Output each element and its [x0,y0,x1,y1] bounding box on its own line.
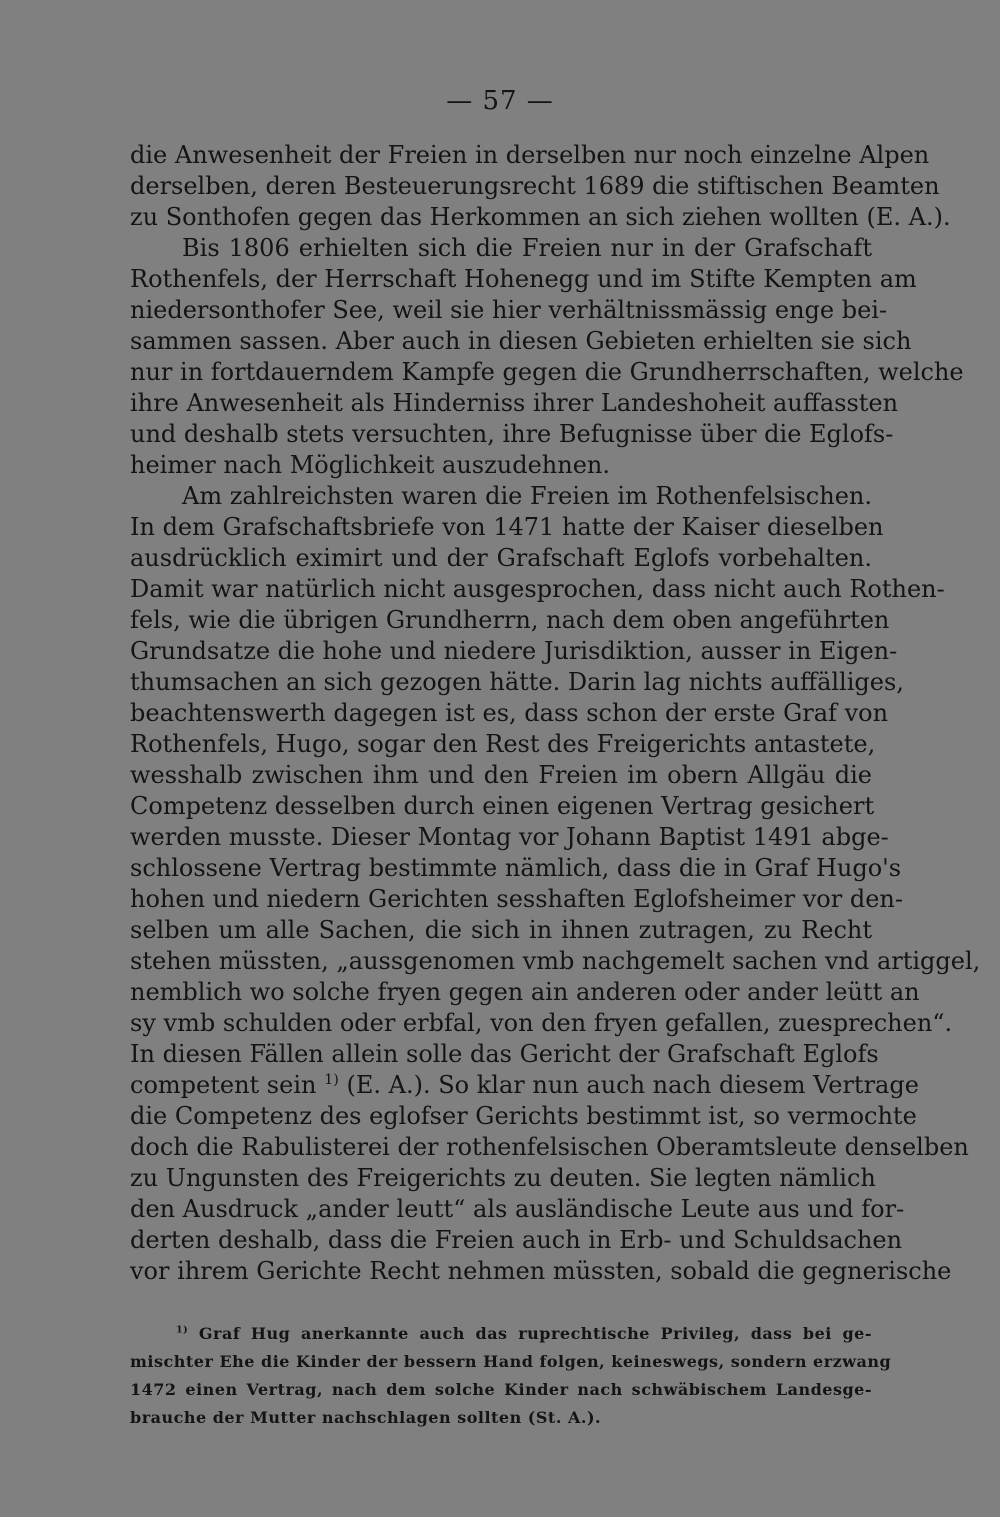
footnotes [130,1320,892,1432]
text-line: heimer nach Möglichkeit auszudehnen. [130,451,610,479]
text-line: In diesen Fällen allein solle das Gericht der Grafschaft Eglofs [130,1040,879,1068]
text-line: stehen müssten, „aussgenomen vmb nachgemelt sachen vnd artiggel, [130,947,981,975]
text-line: doch die Rabulisterei der rothenfelsischen Oberamtsleute denselben [130,1133,969,1161]
text-line: thumsachen an sich gezogen hätte. Darin lag nichts auffälliges, [130,668,904,696]
text-line: Grundsatze die hohe und niedere Jurisdiktion, ausser in Eigen- [130,637,898,665]
text-line: fels, wie die übrigen Grundherrn, nach dem oben angeführten [130,606,890,634]
text-line: ausdrücklich eximirt und der Grafschaft Eglofs vorbehalten. [130,544,872,572]
text-line: Rothenfels, der Herrschaft Hohenegg und im Stifte Kempten am [130,265,917,293]
text-line: Damit war natürlich nicht ausgesprochen, dass nicht auch Rothen- [130,575,945,603]
body-text [130,140,981,1287]
footnote-text: Graf Hug anerkannte auch das ruprechtische Privileg, dass bei ge- [198,1324,873,1343]
text-line: nur in fortdauerndem Kampfe gegen die Grundherrschaften, welche [130,358,964,386]
text-line: wesshalb zwischen ihm und den Freien im obern Allgäu die [130,761,872,789]
text-line: werden musste. Dieser Montag vor Johann Baptist 1491 abge- [130,823,889,851]
text-line: zu Sonthofen gegen das Herkommen an sich ziehen wollten (E. A.). [130,203,951,231]
text-line: ihre Anwesenheit als Hinderniss ihrer Landeshoheit auffassten [130,389,899,417]
text-line: sy vmb schulden oder erbfal, von den fryen gefallen, zuesprechen“. [130,1009,953,1037]
footnote-line: mischter Ehe die Kinder der bessern Hand folgen, keineswegs, sondern erzwang [130,1352,892,1371]
text-line: In dem Grafschaftsbriefe von 1471 hatte der Kaiser dieselben [130,513,884,541]
page-number: — 57 — [446,86,554,116]
text-line: den Ausdruck „ander leutt“ als ausländische Leute aus und for- [130,1195,905,1223]
text-line: schlossene Vertrag bestimmte nämlich, dass die in Graf Hugo's [130,854,902,882]
text-line: Am zahlreichsten waren die Freien im Rothenfelsischen. [182,482,872,510]
text-line: beachtenswerth dagegen ist es, dass schon der erste Graf von [130,699,889,727]
text-line: hohen und niedern Gerichten sesshaften Eglofsheimer vor den- [130,885,903,913]
text-fragment: competent sein [130,1071,317,1099]
text-line: Rothenfels, Hugo, sogar den Rest des Freigerichts antastete, [130,730,876,758]
text-line: derten deshalb, dass die Freien auch in Erb- und Schuldsachen [130,1226,903,1254]
text-line: Competenz desselben durch einen eigenen Vertrag gesichert [130,792,875,820]
text-line: zu Ungunsten des Freigerichts zu deuten. Sie legten nämlich [130,1164,876,1192]
text-line: die Anwesenheit der Freien in derselben nur noch einzelne Alpen [130,141,930,169]
text-line: die Competenz des eglofser Gerichts bestimmt ist, so vermochte [130,1102,917,1130]
text-line: selben um alle Sachen, die sich in ihnen zutragen, zu Recht [130,916,872,944]
text-line: und deshalb stets versuchten, ihre Befugnisse über die Eglofs- [130,420,894,448]
text-line: nemblich wo solche fryen gegen ain anderen oder ander leütt an [130,978,920,1006]
text-line: niedersonthofer See, weil sie hier verhältnissmässig enge bei- [130,296,888,324]
text-line: sammen sassen. Aber auch in diesen Gebieten erhielten sie sich [130,327,912,355]
footnote-reference: 1) [324,1072,339,1088]
footnote-line [130,1320,872,1348]
footnote-line: brauche der Mutter nachschlagen sollten (St. A.). [130,1408,602,1427]
footnote-marker: 1) [176,1324,189,1336]
text-line: derselben, deren Besteuerungsrecht 1689 die stiftischen Beamten [130,172,940,200]
text-line: vor ihrem Gerichte Recht nehmen müssten, sobald die gegnerische [130,1257,952,1285]
text-fragment: (E. A.). So klar nun auch nach diesem Vertrage [346,1071,919,1099]
footnote-line: 1472 einen Vertrag, nach dem solche Kinder nach schwäbischem Landesge- [130,1380,872,1399]
text-line: Bis 1806 erhielten sich die Freien nur in der Grafschaft [182,234,872,262]
text-line-with-footnote-ref [130,1070,919,1101]
